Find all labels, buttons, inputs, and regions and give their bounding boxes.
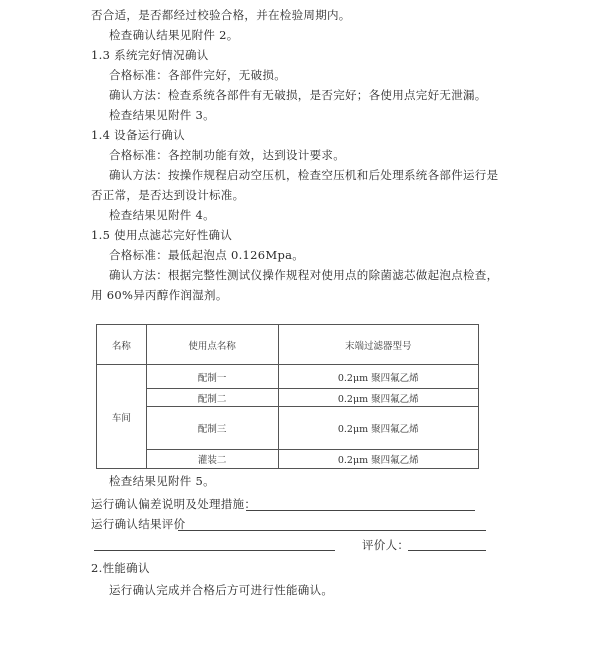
table-cell: 0.2μm 聚四氟乙烯: [278, 389, 479, 407]
deviation-label: 运行确认偏差说明及处理措施：: [91, 497, 257, 511]
section-heading-1-5: 1.5 使用点滤芯完好性确认: [91, 228, 233, 242]
section-heading-1-4: 1.4 设备运行确认: [91, 128, 185, 142]
text-line: 否合适，是否都经过校验合格，并在检验周期内。: [91, 8, 351, 22]
group-cell: 车间: [97, 365, 147, 469]
table-row: [97, 450, 479, 469]
table-header-cell: 末端过滤器型号: [278, 325, 479, 365]
section-heading-2: 2.性能确认: [91, 561, 150, 575]
text-line: 检查结果见附件 3。: [109, 108, 215, 122]
table-cell: 配制三: [146, 407, 278, 450]
filter-table: [96, 324, 479, 469]
text-line: 否正常，是否达到设计标准。: [91, 188, 245, 202]
evaluator-input-line[interactable]: [408, 550, 486, 551]
evaluation-input-line[interactable]: [178, 530, 486, 531]
table-row: [97, 389, 479, 407]
text-line: 确认方法：按操作规程启动空压机，检查空压机和后处理系统各部件运行是: [109, 168, 499, 182]
table-cell: 配制二: [146, 389, 278, 407]
text-line: 确认方法：根据完整性测试仪操作规程对使用点的除菌滤芯做起泡点检查，: [109, 268, 499, 282]
table-row: [97, 365, 479, 389]
section-heading-1-3: 1.3 系统完好情况确认: [91, 48, 209, 62]
evaluator-label: 评价人：: [362, 538, 410, 552]
text-line: 运行确认完成并合格后方可进行性能确认。: [109, 583, 334, 597]
table-cell: 配制一: [146, 365, 278, 389]
table-row: [97, 407, 479, 450]
table-cell: 灌装二: [146, 450, 278, 469]
text-line: 检查确认结果见附件 2。: [109, 28, 239, 42]
text-line: 合格标准：各控制功能有效，达到设计要求。: [109, 148, 345, 162]
evaluation-continuation-line[interactable]: [94, 550, 335, 551]
deviation-input-line[interactable]: [246, 510, 475, 511]
text-line: 用 60%异丙醇作润湿剂。: [91, 288, 228, 302]
table-header-cell: 使用点名称: [146, 325, 278, 365]
text-line: 检查结果见附件 5。: [109, 474, 215, 488]
evaluation-label: 运行确认结果评价: [91, 517, 186, 531]
table-cell: 0.2μm 聚四氟乙烯: [278, 450, 479, 469]
table-header-cell: 名称: [97, 325, 147, 365]
table-header-row: [97, 325, 479, 365]
text-line: 合格标准：最低起泡点 0.126Mpa。: [109, 248, 305, 262]
text-line: 合格标准：各部件完好，无破损。: [109, 68, 286, 82]
text-line: 确认方法：检查系统各部件有无破损，是否完好；各使用点完好无泄漏。: [109, 88, 487, 102]
text-line: 检查结果见附件 4。: [109, 208, 215, 222]
table-cell: 0.2μm 聚四氟乙烯: [278, 407, 479, 450]
table-cell: 0.2μm 聚四氟乙烯: [278, 365, 479, 389]
